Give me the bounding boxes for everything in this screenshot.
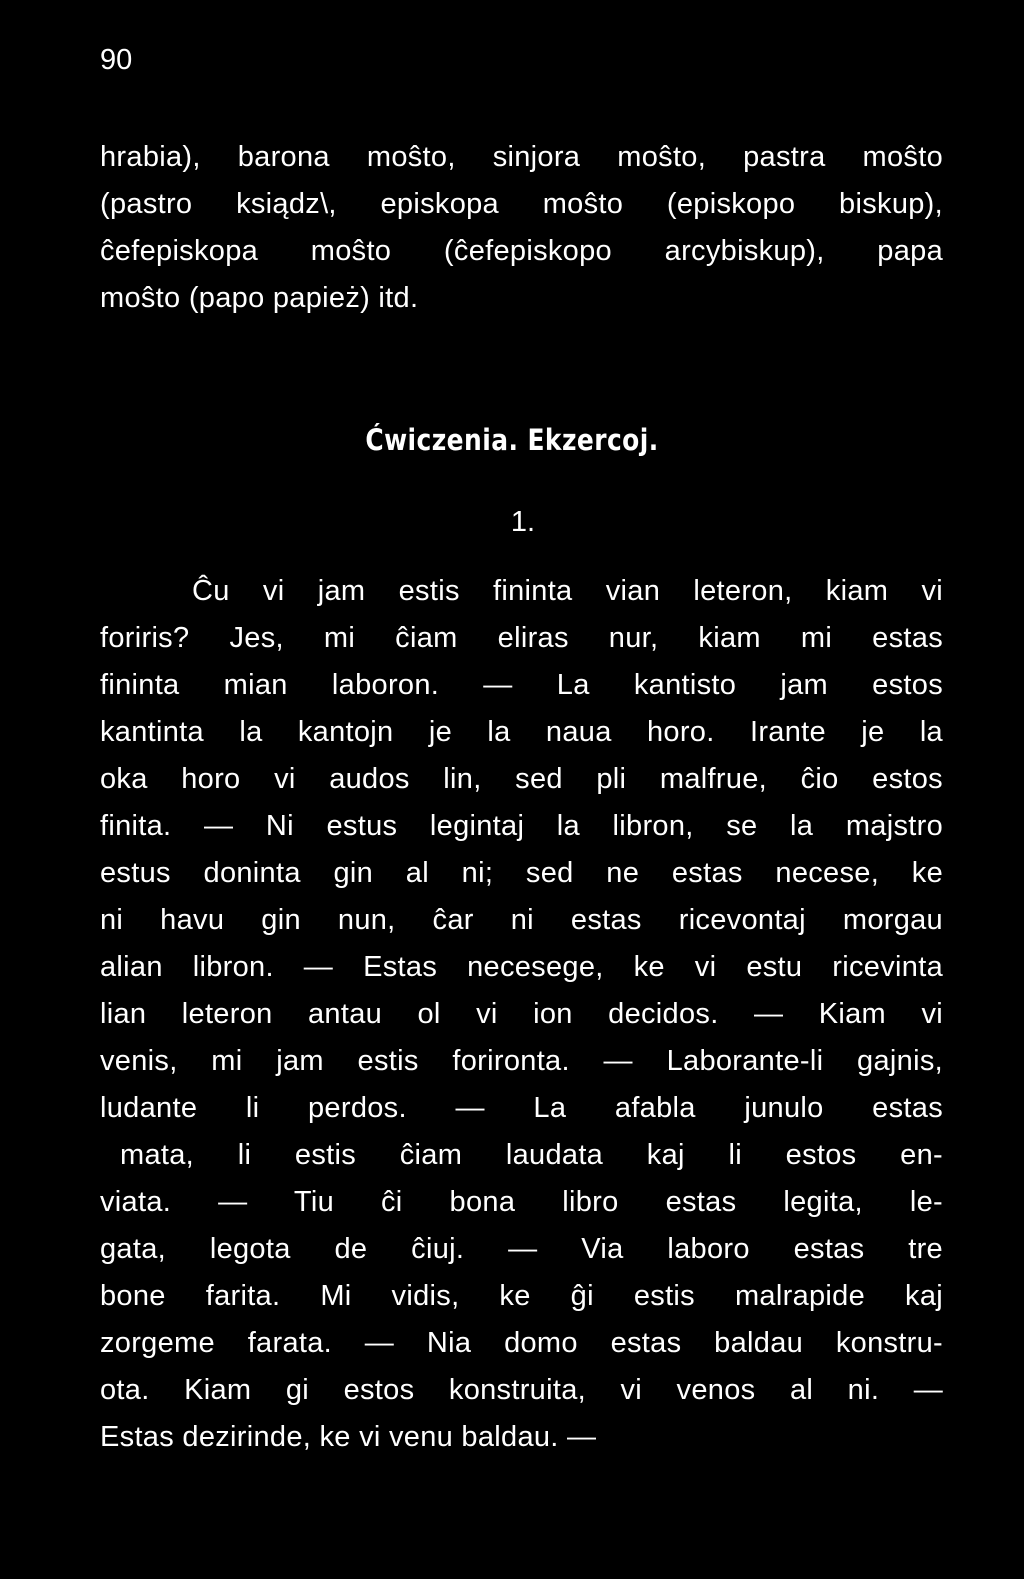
text-line: gata, legota de ĉiuj. — Via laboro estas tre bbox=[100, 1233, 943, 1265]
text-line: venis, mi jam estis forironta. — Laborante-li gajnis, bbox=[100, 1045, 943, 1077]
text-line: Estas dezirinde, ke vi venu baldau. — bbox=[100, 1421, 597, 1453]
text-line: bone farita. Mi vidis, ke ĝi estis malrapide kaj bbox=[100, 1280, 943, 1312]
text-line: viata. — Tiu ĉi bona libro estas legita, le- bbox=[100, 1186, 943, 1218]
section-heading: Ćwiczenia. Ekzercoj. bbox=[365, 423, 659, 457]
text-line: moŝto (papo papież) itd. bbox=[100, 282, 419, 314]
text-line: finita. — Ni estus legintaj la libron, se la majstro bbox=[100, 810, 943, 842]
text-line: alian libron. — Estas necesege, ke vi estu ricevinta bbox=[100, 951, 943, 983]
text-line: ludante li perdos. — La afabla junulo estas bbox=[100, 1092, 943, 1124]
text-line: mata, li estis ĉiam laudata kaj li estos en- bbox=[120, 1139, 943, 1171]
exercise-paragraph bbox=[100, 568, 943, 1461]
text-line: zorgeme farata. — Nia domo estas baldau konstru- bbox=[100, 1327, 943, 1359]
exercise-number: 1. bbox=[510, 506, 536, 538]
text-line: fininta mian laboron. — La kantisto jam estos bbox=[100, 669, 943, 701]
text-line: lian leteron antau ol vi ion decidos. — Kiam vi bbox=[100, 998, 943, 1030]
page-number: 90 bbox=[100, 44, 133, 76]
text-line: hrabia), barona moŝto, sinjora moŝto, pastra moŝto bbox=[100, 141, 943, 173]
text-line: Ĉu vi jam estis fininta vian leteron, kiam vi bbox=[192, 575, 943, 607]
text-line: oka horo vi audos lin, sed pli malfrue, ĉio estos bbox=[100, 763, 943, 795]
intro-paragraph bbox=[100, 134, 943, 322]
text-line: kantinta la kantojn je la naua horo. Irante je la bbox=[100, 716, 943, 748]
text-line: ota. Kiam gi estos konstruita, vi venos al ni. — bbox=[100, 1374, 943, 1406]
text-line: ĉefepiskopa moŝto (ĉefepiskopo arcybiskup), papa bbox=[100, 235, 943, 267]
text-line: foriris? Jes, mi ĉiam eliras nur, kiam mi estas bbox=[100, 622, 943, 654]
text-line: (pastro ksiądz\, episkopa moŝto (episkopo biskup), bbox=[100, 188, 943, 220]
text-line: estus doninta gin al ni; sed ne estas necese, ke bbox=[100, 857, 943, 889]
text-line: ni havu gin nun, ĉar ni estas ricevontaj morgau bbox=[100, 904, 943, 936]
